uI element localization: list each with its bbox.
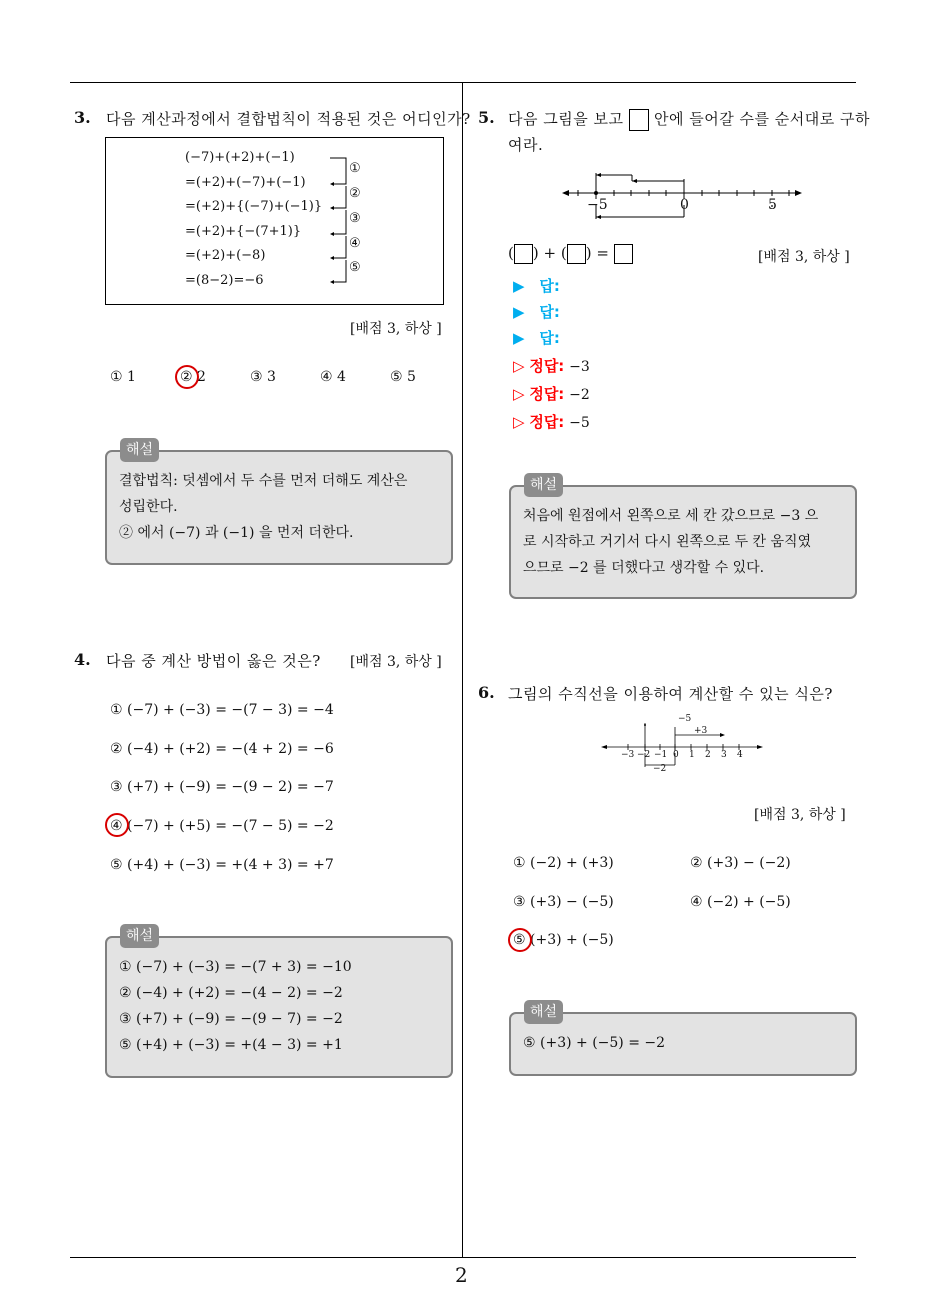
arrow-label: −2 <box>653 764 667 774</box>
top-rule <box>70 82 856 83</box>
explanation-line: ③ (+7) + (−9) = −(9 − 7) = −2 <box>119 1011 343 1027</box>
number-line-figure <box>560 165 805 225</box>
axis-label: −2 <box>637 750 651 760</box>
choice-5[interactable]: ⑤ (+3) + (−5) <box>513 932 614 948</box>
axis-label: 5 <box>768 197 777 213</box>
answer-label: 답: <box>539 277 560 295</box>
answer-blank-box <box>629 109 649 131</box>
selected-answer-circle <box>175 365 199 389</box>
play-triangle-icon: ▶ <box>513 303 525 321</box>
step-mark: ④ <box>349 236 361 251</box>
equals-sign: = <box>596 244 609 262</box>
choice-5[interactable]: ⑤ (+4) + (−3) = +(4 + 3) = +7 <box>110 857 334 873</box>
explanation-tag: 해설 <box>120 438 159 462</box>
explanation-tag: 해설 <box>120 924 159 948</box>
question-text-part: 다음 그림을 보고 <box>508 110 624 128</box>
answer-row[interactable] <box>513 301 560 322</box>
explanation-line: ⑤ (+3) + (−5) = −2 <box>523 1035 666 1051</box>
axis-label: −5 <box>587 197 608 213</box>
bottom-rule <box>70 1257 856 1258</box>
score-label: [배점 3, 하상 ] <box>350 321 442 337</box>
correct-label: 정답: <box>529 357 565 375</box>
choice-3[interactable]: ③ 3 <box>250 369 276 385</box>
score-label: [배점 3, 하상 ] <box>350 654 442 670</box>
explanation-line: 으므로 −2 를 더했다고 생각할 수 있다. <box>523 560 765 576</box>
step-line: =(+2)+{(−7)+(−1)} <box>185 199 323 214</box>
explanation-line: ② (−4) + (+2) = −(4 − 2) = −2 <box>119 985 343 1001</box>
answer-blank-box[interactable] <box>514 244 533 264</box>
question-number: 6. <box>478 683 495 702</box>
explanation-box <box>105 936 453 1078</box>
explanation-box <box>105 450 453 565</box>
answer-blank-box[interactable] <box>614 244 633 264</box>
explanation-line: 처음에 원점에서 왼쪽으로 세 칸 갔으므로 −3 으 <box>523 508 819 524</box>
plus-sign: + <box>543 244 557 262</box>
choice-1[interactable]: ① 1 <box>110 369 136 385</box>
axis-label: −1 <box>654 750 668 760</box>
choice-2[interactable]: ② (+3) − (−2) <box>690 855 791 871</box>
score-label: [배점 3, 하상 ] <box>754 807 846 823</box>
correct-answer-row <box>513 383 590 404</box>
outline-triangle-icon: ▷ <box>513 413 525 431</box>
page-number: 2 <box>455 1263 468 1287</box>
step-line: =(+2)+(−7)+(−1) <box>185 174 306 190</box>
step-bracket-arrows <box>320 150 370 290</box>
step-mark: ① <box>349 161 361 176</box>
arrow-label: +3 <box>694 726 708 736</box>
explanation-box <box>509 485 857 599</box>
question-text-part: 안에 들어갈 수를 순서대로 구하 <box>654 110 870 128</box>
correct-value: −3 <box>569 359 590 375</box>
step-mark: ⑤ <box>349 260 361 275</box>
step-line: =(+2)+{−(7+1)} <box>185 223 302 239</box>
step-mark: ③ <box>349 211 361 226</box>
choice-4[interactable]: ④ (−7) + (+5) = −(7 − 5) = −2 <box>110 818 334 834</box>
choice-1[interactable]: ① (−2) + (+3) <box>513 855 614 871</box>
selected-answer-circle <box>105 813 129 837</box>
choice-3[interactable]: ③ (+3) − (−5) <box>513 894 614 910</box>
calculation-steps <box>185 146 322 293</box>
question-text: 그림의 수직선을 이용하여 계산할 수 있는 식은? <box>508 685 833 703</box>
axis-label: 0 <box>680 197 689 213</box>
answer-label: 답: <box>539 329 560 347</box>
selected-answer-circle <box>508 928 532 952</box>
answer-blank-box[interactable] <box>567 244 586 264</box>
question-text: 다음 계산과정에서 결합법칙이 적용된 것은 어디인가? <box>106 110 471 128</box>
axis-label: 3 <box>721 750 727 760</box>
explanation-line: 성립한다. <box>119 499 178 515</box>
choice-4[interactable]: ④ 4 <box>320 369 346 385</box>
step-line: (−7)+(+2)+(−1) <box>185 150 295 165</box>
question-number: 5. <box>478 108 495 127</box>
step-line: =(+2)+(−8) <box>185 248 266 263</box>
choice-5[interactable]: ⑤ 5 <box>390 369 416 385</box>
expression-row: ( ) + ( ) = <box>508 244 633 264</box>
answer-row[interactable] <box>513 327 560 348</box>
question-text: 다음 중 계산 방법이 옳은 것은? <box>106 652 321 670</box>
correct-value: −2 <box>569 387 590 403</box>
play-triangle-icon: ▶ <box>513 329 525 347</box>
axis-label: 2 <box>705 750 711 760</box>
question-number: 4. <box>74 650 91 669</box>
question-text <box>508 108 870 131</box>
choice-2[interactable]: ② 2 <box>180 369 206 385</box>
explanation-line: 로 시작하고 거기서 다시 왼쪽으로 두 칸 움직였 <box>523 534 812 550</box>
explanation-line: ⑤ (+4) + (−3) = +(4 − 3) = +1 <box>119 1037 343 1053</box>
column-divider <box>462 82 463 1258</box>
correct-label: 정답: <box>529 385 565 403</box>
question-text-line-2: 여라. <box>508 136 544 154</box>
explanation-tag: 해설 <box>524 473 563 497</box>
axis-label: −3 <box>621 750 635 760</box>
axis-label: 1 <box>689 750 695 760</box>
choice-4[interactable]: ④ (−2) + (−5) <box>690 894 791 910</box>
explanation-line: 결합법칙: 덧셈에서 두 수를 먼저 더해도 계산은 <box>119 473 408 489</box>
outline-triangle-icon: ▷ <box>513 385 525 403</box>
explanation-tag: 해설 <box>524 1000 563 1024</box>
step-line: =(8−2)=−6 <box>185 272 264 288</box>
explanation-line: ② 에서 (−7) 과 (−1) 을 먼저 더한다. <box>119 525 354 541</box>
answer-row[interactable] <box>513 275 560 296</box>
choice-2[interactable]: ② (−4) + (+2) = −(4 + 2) = −6 <box>110 741 334 757</box>
outline-triangle-icon: ▷ <box>513 357 525 375</box>
axis-label: 0 <box>673 750 679 760</box>
step-mark: ② <box>349 186 361 201</box>
correct-label: 정답: <box>529 413 565 431</box>
correct-value: −5 <box>569 415 590 431</box>
correct-answer-row <box>513 355 590 376</box>
choice-1[interactable]: ① (−7) + (−3) = −(7 − 3) = −4 <box>110 702 334 718</box>
question-number: 3. <box>74 108 91 127</box>
play-triangle-icon: ▶ <box>513 277 525 295</box>
arrow-label: −5 <box>678 714 692 724</box>
choice-3[interactable]: ③ (+7) + (−9) = −(9 − 2) = −7 <box>110 779 334 795</box>
explanation-line: ① (−7) + (−3) = −(7 + 3) = −10 <box>119 959 352 975</box>
correct-answer-row <box>513 411 590 432</box>
axis-label: 4 <box>737 750 743 760</box>
answer-label: 답: <box>539 303 560 321</box>
score-label: [배점 3, 하상 ] <box>758 249 850 265</box>
